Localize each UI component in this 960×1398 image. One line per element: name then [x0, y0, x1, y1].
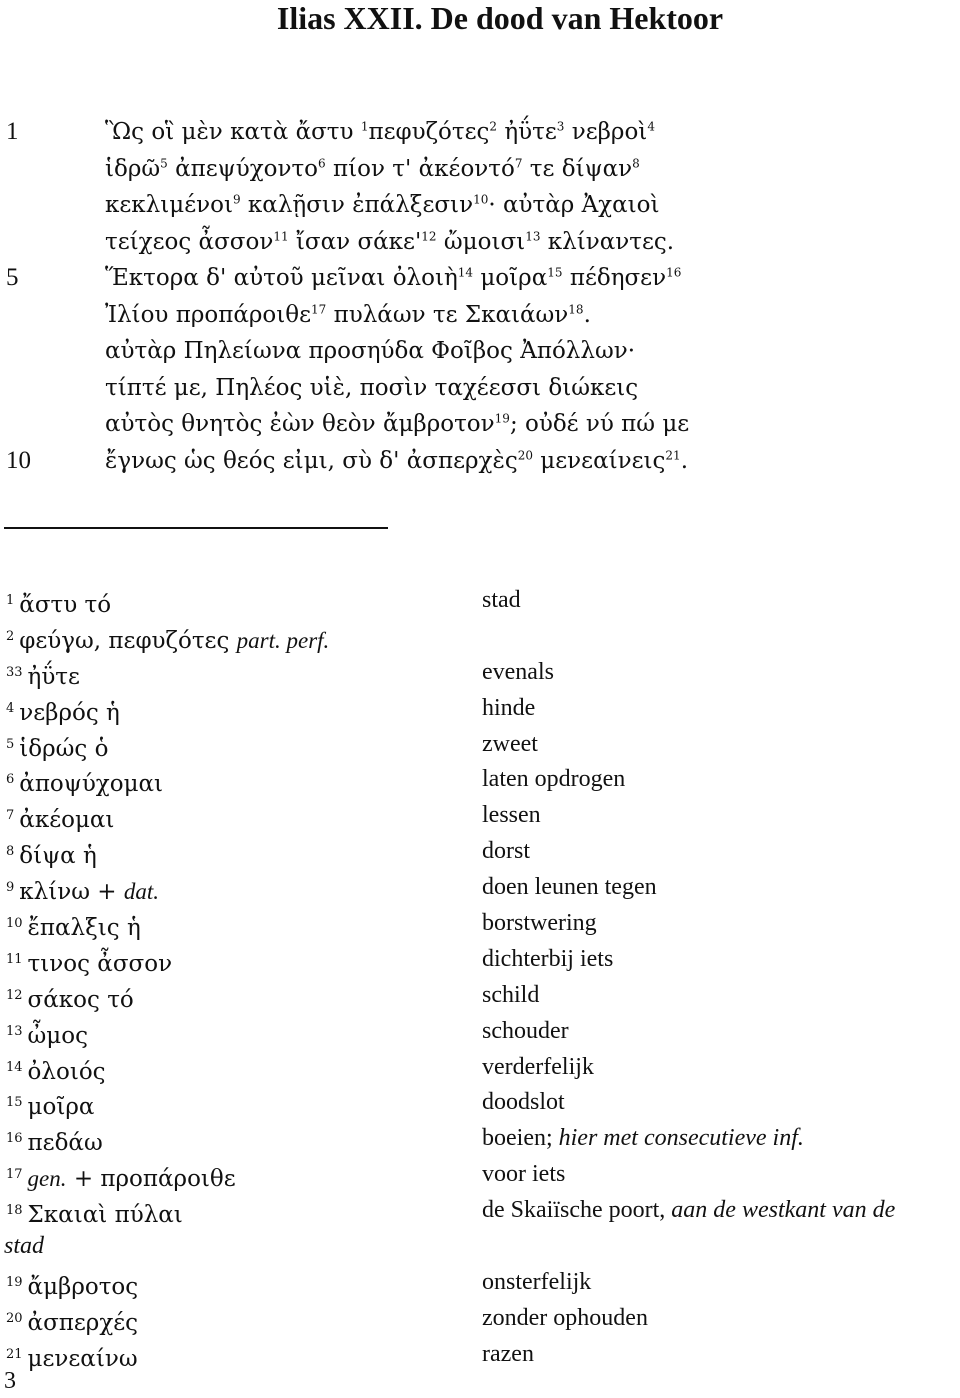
verse-fragment: · αὐτὰρ Ἀχαιοὶ	[488, 192, 660, 218]
footnote-lemma	[0, 1265, 138, 1306]
gloss-text: boeien;	[482, 1125, 559, 1152]
footnote-gloss	[482, 1193, 895, 1229]
lemma-text: ἔπαλξις ἡ	[27, 915, 141, 942]
footnote-item	[0, 1229, 960, 1265]
verse-fragment: κεκλιμένοι	[105, 192, 233, 218]
lemma-text: ἄμβροτος	[27, 1273, 139, 1300]
footnote-item	[0, 655, 960, 691]
page-number: 3	[4, 1368, 16, 1394]
footnote-lemma	[0, 798, 114, 839]
lemma-text: ὀλοιός	[27, 1058, 106, 1085]
footnote-gloss	[482, 691, 535, 727]
footnote-number: 16	[6, 1131, 23, 1147]
verse-text	[105, 297, 591, 334]
footnote-ref: 7	[514, 155, 523, 170]
footnote-item	[0, 1301, 960, 1337]
footnote-lemma	[0, 1014, 88, 1055]
lemma-text: δίψα ἡ	[19, 843, 97, 870]
footnote-lemma	[0, 978, 134, 1019]
footnote-lemma	[0, 1301, 138, 1342]
lemma-text: ἱδρώς ὁ	[19, 735, 109, 762]
footnote-gloss	[482, 834, 530, 870]
verse-fragment: τείχεος ἆσσον	[105, 228, 274, 255]
footnote-ref: 16	[666, 265, 682, 280]
footnote-gloss	[482, 1301, 648, 1337]
footnote-item	[0, 798, 960, 834]
footnote-gloss	[482, 1265, 591, 1301]
verse-line	[0, 333, 960, 370]
verse-line	[0, 297, 960, 334]
footnote-item	[0, 834, 960, 870]
gloss-text: laten opdrogen	[482, 766, 626, 793]
page-title: Ilias XXII. De dood van Hektoor	[276, 0, 724, 36]
verse-text	[105, 114, 655, 151]
verse-number: 1	[6, 118, 19, 145]
footnote-item	[0, 1121, 960, 1157]
verse-text	[105, 151, 640, 188]
footnote-ref: 2	[489, 119, 498, 134]
lemma-text: ἀκέομαι	[19, 807, 115, 834]
gloss-text: hinde	[482, 694, 536, 721]
verse-fragment: πίον τ' ἀκέοντό	[325, 155, 515, 182]
footnote-ref: 20	[517, 447, 533, 462]
lemma-text: φεύγω, πεφυζότες	[19, 627, 237, 654]
gloss-text: voor iets	[482, 1161, 566, 1188]
footnote-item	[0, 1050, 960, 1086]
footnote-number: 17	[6, 1167, 23, 1183]
footnote-gloss	[482, 942, 613, 978]
verse-text	[105, 443, 688, 480]
verse-text	[105, 406, 689, 443]
footnote-ref: 4	[647, 119, 655, 134]
grammar-note: gen.	[27, 1166, 67, 1192]
footnote-ref: 10	[473, 192, 489, 207]
footnote-number: 11	[6, 951, 23, 967]
footnote-gloss	[482, 727, 538, 763]
footnote-lemma	[0, 727, 108, 768]
verse-text	[105, 224, 674, 261]
footnote-ref: 18	[568, 301, 584, 316]
gloss-text: verderfelijk	[482, 1053, 594, 1080]
verse-line	[0, 187, 960, 224]
gloss-text: stad	[482, 587, 521, 613]
footnote-gloss	[482, 583, 521, 619]
footnote-ref: 15	[547, 265, 563, 280]
gloss-text: dorst	[482, 838, 530, 865]
footnote-ref: 11	[273, 228, 289, 243]
footnote-divider	[4, 527, 388, 529]
footnote-gloss	[482, 978, 539, 1014]
gloss-note: aan de westkant van de	[671, 1197, 896, 1224]
lemma-text: ἀσπερχές	[27, 1309, 139, 1336]
footnote-ref: 13	[525, 228, 541, 243]
verse-fragment: αὐτὸς θνητὸς ἐὼν θεὸν ἄμβροτον	[105, 411, 495, 437]
lemma-text: κλίνω +	[19, 879, 124, 906]
verse-fragment: αὐτὰρ Πηλείωνα προσηύδα Φοῖβος Ἀπόλλων·	[105, 338, 635, 364]
footnote-number: 20	[6, 1310, 23, 1326]
lemma-text: + προπάροιθε	[66, 1166, 236, 1193]
verse-number: 5	[6, 264, 19, 291]
verse-fragment: ἱδρῶ	[105, 155, 161, 182]
verse-line	[0, 406, 960, 443]
lemma-text: ἀποψύχομαι	[19, 771, 164, 798]
gloss-text: schild	[482, 981, 540, 1008]
lemma-text: Σκαιαὶ πύλαι	[27, 1202, 183, 1229]
gloss-text: borstwering	[482, 910, 597, 937]
footnote-lemma	[0, 1085, 94, 1126]
gloss-note: hier met consecutieve inf.	[558, 1125, 804, 1152]
gloss-text: schouder	[482, 1017, 569, 1044]
gloss-text: evenals	[482, 658, 554, 685]
footnote-ref: 9	[232, 192, 241, 207]
verse-text	[105, 260, 681, 297]
footnote-gloss	[482, 906, 597, 942]
verse-fragment: ἠΰτε	[497, 119, 557, 145]
footnote-ref: 3	[556, 119, 565, 134]
footnote-item	[0, 1337, 960, 1373]
verse-fragment: ἀπεψύχοντο	[167, 155, 319, 182]
verse-fragment: ἔγνως ὡς θεός εἰμι, σὺ δ' ἀσπερχὲς	[105, 447, 518, 474]
footnote-gloss	[482, 1014, 569, 1050]
verse-fragment: πεφυζότες	[368, 119, 490, 145]
footnote-lemma	[0, 619, 329, 660]
verse-text	[105, 370, 638, 407]
verse-fragment: πυλάων τε Σκαιάων	[326, 301, 569, 328]
footnote-number: 1	[6, 593, 15, 608]
verse-text	[105, 187, 660, 224]
footnote-continuation: stad	[4, 1233, 45, 1260]
lemma-text: ἠΰτε	[27, 663, 80, 690]
footnote-gloss	[482, 1337, 534, 1373]
footnote-number: 8	[6, 844, 15, 860]
footnote-gloss	[482, 655, 554, 691]
lemma-text: ὦμος	[27, 1022, 88, 1049]
verse-line	[0, 151, 960, 188]
verse-fragment: τε δίψαν	[522, 155, 633, 182]
footnote-number: 12	[6, 987, 23, 1003]
footnote-gloss	[482, 1121, 804, 1157]
footnote-item	[0, 727, 960, 763]
footnote-number: 13	[6, 1023, 23, 1039]
footnote-item	[0, 1157, 960, 1193]
footnote-lemma	[0, 870, 159, 911]
gloss-text: doen leunen tegen	[482, 874, 657, 901]
footnote-number: 15	[6, 1095, 23, 1111]
footnote-number: 5	[6, 736, 15, 752]
footnote-item	[0, 1085, 960, 1121]
footnote-ref: 14	[457, 265, 474, 280]
grammar-note: part. perf.	[236, 627, 330, 653]
footnote-lemma	[0, 1337, 138, 1378]
verse-fragment: πέδησεν	[562, 265, 667, 291]
gloss-text: de Skaiïsche poort,	[482, 1197, 672, 1224]
footnote-number: 9	[6, 880, 15, 896]
gloss-text: zweet	[482, 730, 538, 757]
verse-fragment: κλίναντες.	[540, 228, 675, 255]
footnote-ref: 1	[360, 119, 369, 134]
footnote-lemma	[0, 906, 141, 947]
footnote-item	[0, 583, 960, 619]
gloss-text: zonder ophouden	[482, 1304, 648, 1331]
footnote-item	[0, 762, 960, 798]
footnote-item	[0, 619, 960, 655]
verse-fragment: μοῖρα	[473, 265, 548, 291]
footnote-list	[0, 583, 960, 1373]
verse-fragment: τίπτέ με, Πηλέος υἱὲ, ποσὶν ταχέεσσι διώκεις	[105, 374, 639, 401]
footnote-ref: 17	[311, 301, 327, 316]
verse-fragment: ; οὐδέ νύ πώ με	[509, 411, 690, 437]
verse-fragment: Ἰλίου προπάροιθε	[105, 301, 312, 328]
footnote-item	[0, 1014, 960, 1050]
footnote-lemma	[0, 762, 163, 803]
footnote-ref: 21	[665, 447, 681, 462]
verse-line	[0, 370, 960, 407]
verse-text	[105, 333, 635, 370]
lemma-text: ἄστυ τό	[19, 592, 112, 618]
footnote-item	[0, 1265, 960, 1301]
verse-number: 10	[6, 446, 31, 474]
footnote-lemma	[0, 1193, 183, 1234]
footnote-number: 7	[6, 808, 15, 824]
verse-fragment: μενεαίνεις	[533, 447, 666, 474]
footnote-item	[0, 691, 960, 727]
verse-line	[0, 443, 960, 480]
footnote-ref: 12	[421, 228, 437, 243]
verse-line	[0, 260, 960, 297]
footnote-number: 18	[6, 1203, 23, 1219]
lemma-text: μοῖρα	[27, 1094, 95, 1121]
lemma-text: τινος ἆσσον	[27, 950, 173, 977]
footnote-lemma	[0, 691, 120, 732]
footnote-lemma	[0, 1157, 236, 1198]
footnote-lemma	[0, 655, 80, 696]
lemma-text: πεδάω	[27, 1130, 103, 1157]
verse-fragment: νεβροὶ	[564, 119, 648, 145]
gloss-text: razen	[482, 1340, 534, 1367]
footnote-number: 33	[6, 664, 23, 680]
footnote-ref: 5	[160, 155, 168, 170]
footnote-item	[0, 978, 960, 1014]
footnote-number: 6	[6, 772, 15, 788]
verse-block	[0, 114, 960, 479]
lemma-text: σάκος τό	[27, 986, 134, 1013]
footnote-ref: 6	[318, 155, 326, 170]
footnote-item	[0, 942, 960, 978]
footnote-lemma	[0, 583, 111, 624]
verse-fragment: Ὣς οἳ μὲν κατὰ ἄστυ	[105, 119, 361, 145]
verse-fragment: ὤμοισι	[436, 228, 526, 255]
gloss-text: dichterbij iets	[482, 945, 614, 972]
gloss-text: lessen	[482, 802, 541, 829]
footnote-ref: 19	[494, 411, 510, 426]
footnote-number: 14	[6, 1059, 23, 1075]
footnote-number: 4	[6, 700, 15, 716]
footnote-number: 21	[6, 1346, 23, 1362]
footnote-gloss	[482, 762, 625, 798]
verse-fragment: ἴσαν σάκε'	[288, 228, 422, 255]
verse-line	[0, 114, 960, 151]
footnote-item	[0, 1193, 960, 1229]
lemma-text: μενεαίνω	[27, 1345, 138, 1372]
gloss-text: onsterfelijk	[482, 1268, 592, 1295]
footnote-lemma	[0, 834, 97, 875]
gloss-text: doodslot	[482, 1089, 565, 1116]
footnote-gloss	[482, 1085, 565, 1121]
footnote-number: 19	[6, 1274, 23, 1290]
footnote-gloss	[482, 1050, 594, 1086]
verse-fragment: .	[583, 301, 591, 328]
verse-fragment: καλῇσιν ἐπάλξεσιν	[240, 192, 474, 218]
lemma-text: νεβρός ἡ	[19, 699, 120, 726]
footnote-lemma	[0, 1050, 106, 1091]
footnote-ref: 8	[632, 155, 640, 170]
verse-fragment: .	[680, 447, 689, 474]
footnote-gloss	[482, 1157, 565, 1193]
footnote-item	[0, 870, 960, 906]
footnote-gloss	[482, 798, 541, 834]
footnote-number: 2	[6, 628, 15, 644]
footnote-lemma	[0, 942, 172, 983]
footnote-number: 10	[6, 916, 23, 932]
verse-fragment: Ἕκτορα δ' αὐτοῦ μεῖναι ὀλοιὴ	[105, 265, 458, 291]
footnote-gloss	[482, 870, 657, 906]
footnote-lemma	[0, 1121, 103, 1162]
grammar-note: dat.	[123, 879, 160, 905]
footnote-item	[0, 906, 960, 942]
verse-line	[0, 224, 960, 261]
